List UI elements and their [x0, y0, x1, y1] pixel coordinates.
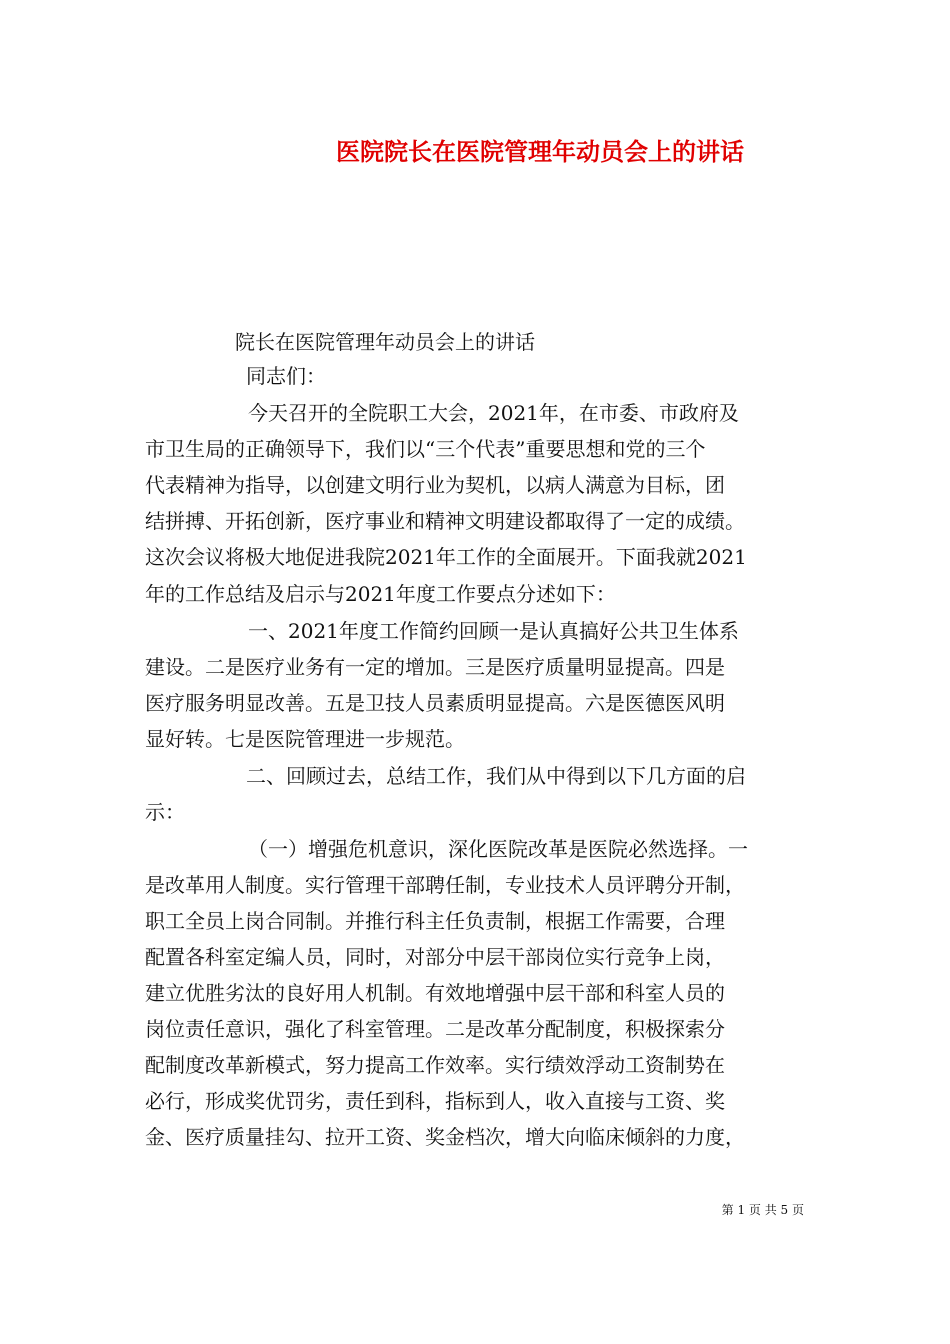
body-line: 二、回顾过去，总结工作，我们从中得到以下几方面的启 [246, 764, 746, 788]
body-line: 显好转。七是医院管理进一步规范。 [145, 727, 465, 751]
body-line: （一）增强危机意识，深化医院改革是医院必然选择。一 [248, 837, 748, 861]
body-line: 一、2021年度工作简约回顾一是认真搞好公共卫生体系 [248, 619, 739, 643]
body-line: 建设。二是医疗业务有一定的增加。三是医疗质量明显提高。四是 [145, 655, 725, 679]
body-line: 岗位责任意识，强化了科室管理。二是改革分配制度，积极探索分 [145, 1017, 725, 1041]
subtitle-line: 院长在医院管理年动员会上的讲话 [235, 330, 535, 354]
page-number-footer: 第 1 页 共 5 页 [721, 1203, 804, 1217]
body-line: 市卫生局的正确领导下，我们以“三个代表”重要思想和党的三个 [145, 437, 706, 461]
body-line: 职工全员上岗合同制。并推行科主任负责制，根据工作需要，合理 [145, 909, 725, 933]
body-line: 金、医疗质量挂勾、拉开工资、奖金档次，增大向临床倾斜的力度， [145, 1125, 745, 1149]
body-line: 配置各科室定编人员，同时，对部分中层干部岗位实行竞争上岗， [145, 945, 725, 969]
body-line: 必行，形成奖优罚劣，责任到科，指标到人，收入直接与工资、奖 [145, 1089, 725, 1113]
body-line: 医疗服务明显改善。五是卫技人员素质明显提高。六是医德医风明 [145, 691, 725, 715]
salutation-line: 同志们： [246, 364, 326, 388]
body-line: 年的工作总结及启示与2021年度工作要点分述如下： [145, 582, 616, 606]
body-line: 代表精神为指导，以创建文明行业为契机，以病人满意为目标，团 [145, 473, 725, 497]
body-line: 今天召开的全院职工大会，2021年，在市委、市政府及 [248, 401, 739, 425]
body-line: 建立优胜劣汰的良好用人机制。有效地增强中层干部和科室人员的 [145, 981, 725, 1005]
body-line: 是改革用人制度。实行管理干部聘任制，专业技术人员评聘分开制， [145, 873, 745, 897]
body-line: 结拼搏、开拓创新，医疗事业和精神文明建设都取得了一定的成绩。 [145, 509, 745, 533]
body-line: 示： [145, 800, 185, 824]
document-title: 医院院长在医院管理年动员会上的讲话 [336, 137, 744, 166]
body-line: 配制度改革新模式，努力提高工作效率。实行绩效浮动工资制势在 [145, 1053, 725, 1077]
body-line: 这次会议将极大地促进我院2021年工作的全面展开。下面我就2021 [145, 545, 747, 569]
